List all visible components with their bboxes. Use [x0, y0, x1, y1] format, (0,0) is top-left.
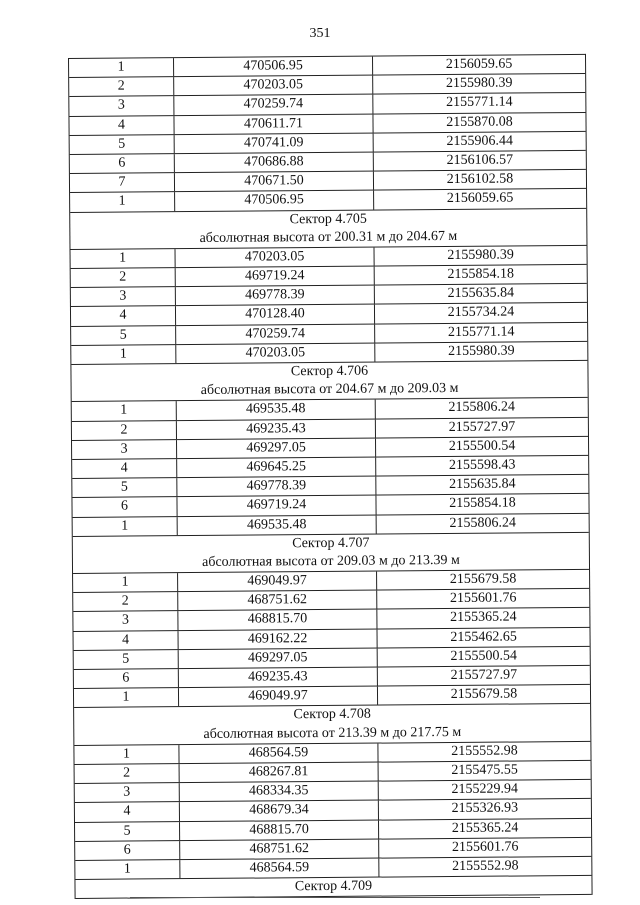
x-coordinate: 469235.43: [179, 668, 378, 688]
point-number: 1: [71, 249, 176, 268]
altitude-range: абсолютная высота от 213.39 м до 217.75 м: [74, 722, 590, 745]
x-coordinate: 469645.25: [177, 458, 376, 478]
altitude-range: абсолютная высота от 200.31 м до 204.67 м: [70, 227, 586, 250]
x-coordinate: 468815.70: [180, 820, 379, 840]
x-coordinate: 468334.35: [180, 782, 379, 802]
x-coordinate: 469535.48: [178, 515, 377, 535]
x-coordinate: 469235.43: [177, 419, 376, 439]
x-coordinate: 470203.05: [174, 76, 373, 96]
y-coordinate: 2155980.39: [447, 247, 514, 263]
y-coordinate: 2155771.14: [447, 324, 515, 340]
x-coordinate: 468815.70: [178, 610, 377, 630]
point-number: 2: [73, 592, 178, 611]
y-coordinate: 2155500.54: [450, 648, 518, 664]
x-coordinate: 468564.59: [179, 743, 378, 763]
point-number: 1: [69, 58, 174, 77]
point-number: 1: [73, 517, 178, 536]
altitude-range: абсолютная высота от 209.03 м до 213.39 м: [73, 551, 589, 574]
coordinates-table: [68, 54, 593, 899]
sector-title: Сектор 4.705: [289, 211, 367, 227]
point-number: 5: [72, 478, 177, 497]
point-number: 4: [75, 802, 180, 821]
y-coordinate: 2156106.57: [446, 152, 514, 168]
y-coordinate: 2155475.55: [451, 762, 518, 778]
point-number: 5: [71, 326, 176, 345]
point-number: 6: [74, 669, 179, 688]
x-coordinate: 470506.95: [174, 57, 373, 77]
point-number: 1: [73, 573, 178, 592]
page-number: 351: [309, 26, 331, 41]
x-coordinate: 468267.81: [180, 763, 379, 783]
x-coordinate: 469778.39: [177, 477, 376, 497]
y-coordinate: 2155771.14: [446, 94, 513, 111]
x-coordinate: 469535.48: [177, 400, 376, 420]
y-coordinate: 2155734.24: [447, 304, 515, 321]
y-coordinate: 2155326.93: [451, 800, 519, 817]
x-coordinate: 470128.40: [176, 305, 375, 325]
y-coordinate: 2155601.76: [451, 839, 519, 855]
point-number: 7: [70, 173, 175, 192]
sector-title: Сектор 4.706: [290, 363, 369, 380]
point-number: 5: [75, 822, 180, 841]
altitude-range: абсолютная высота от 204.67 м до 209.03 м: [72, 379, 588, 402]
point-number: 1: [75, 860, 180, 879]
point-number: 4: [71, 307, 176, 326]
y-coordinate: 2155552.98: [452, 858, 519, 874]
x-coordinate: 470203.05: [176, 343, 375, 363]
y-coordinate: 2155679.58: [449, 571, 517, 588]
y-coordinate: 2155229.94: [451, 781, 519, 798]
point-number: 1: [72, 402, 177, 421]
x-coordinate: 469297.05: [177, 438, 376, 458]
point-number: 5: [70, 135, 175, 154]
sector-title: Сектор 4.707: [292, 535, 370, 551]
point-number: 5: [74, 650, 179, 669]
y-coordinate: 2155462.65: [450, 629, 517, 645]
y-coordinate: 2155598.43: [448, 457, 516, 473]
y-coordinate: 2155806.24: [449, 514, 516, 531]
point-number: 1: [70, 192, 175, 211]
x-coordinate: 468751.62: [180, 839, 379, 859]
x-coordinate: 469049.97: [178, 572, 377, 592]
point-number: 4: [72, 459, 177, 478]
x-coordinate: 468751.62: [178, 591, 377, 611]
point-number: 3: [73, 612, 178, 631]
y-coordinate: 2156059.65: [445, 56, 513, 73]
y-coordinate: 2155906.44: [446, 133, 513, 149]
x-coordinate: 469297.05: [179, 648, 378, 668]
y-coordinate: 2155679.58: [450, 686, 518, 703]
x-coordinate: 470671.50: [175, 172, 374, 192]
x-coordinate: 468679.34: [180, 801, 379, 821]
point-number: 3: [71, 287, 176, 306]
point-number: 6: [70, 154, 175, 173]
x-coordinate: 469719.24: [177, 496, 376, 516]
y-coordinate: 2156059.65: [446, 190, 514, 207]
x-coordinate: 469719.24: [176, 267, 375, 287]
x-coordinate: 469778.39: [176, 286, 375, 306]
y-coordinate: 2155854.18: [449, 495, 516, 512]
bottom-divider: [130, 897, 540, 898]
x-coordinate: 470506.95: [175, 191, 374, 211]
x-coordinate: 470259.74: [176, 324, 375, 344]
point-number: 1: [74, 688, 179, 707]
y-coordinate: 2155870.08: [446, 114, 513, 130]
y-coordinate: 2155635.84: [449, 476, 516, 493]
x-coordinate: 470259.74: [174, 95, 373, 115]
x-coordinate: 468564.59: [180, 858, 379, 878]
point-number: 3: [69, 97, 174, 116]
x-coordinate: 470741.09: [175, 133, 374, 153]
y-coordinate: 2156102.58: [446, 171, 514, 188]
point-number: 3: [72, 440, 177, 459]
point-number: 6: [75, 841, 180, 860]
x-coordinate: 469049.97: [179, 687, 378, 707]
y-coordinate: 2155635.84: [447, 285, 515, 302]
point-number: 3: [75, 783, 180, 802]
y-coordinate: 2155500.54: [448, 438, 516, 454]
sector-title: Сектор 4.709: [75, 876, 591, 899]
y-coordinate: 2155727.97: [448, 419, 516, 435]
sector-title: Сектор 4.708: [293, 707, 371, 723]
y-coordinate: 2155980.39: [448, 343, 515, 359]
point-number: 4: [74, 631, 179, 650]
x-coordinate: 470203.05: [176, 247, 375, 267]
point-number: 2: [71, 268, 176, 287]
y-coordinate: 2155552.98: [451, 743, 518, 759]
y-coordinate: 2155365.24: [451, 819, 519, 836]
x-coordinate: 470611.71: [174, 114, 373, 134]
point-number: 1: [74, 745, 179, 764]
y-coordinate: 2155980.39: [445, 75, 513, 92]
point-number: 1: [71, 345, 176, 364]
y-coordinate: 2155806.24: [448, 399, 516, 416]
x-coordinate: 470686.88: [175, 153, 374, 173]
y-coordinate: 2155601.76: [449, 590, 517, 607]
point-number: 2: [69, 77, 174, 96]
point-number: 2: [72, 421, 177, 440]
y-coordinate: 2155365.24: [450, 609, 517, 626]
y-coordinate: 2155854.18: [447, 266, 515, 283]
point-number: 6: [72, 497, 177, 516]
point-number: 2: [75, 764, 180, 783]
x-coordinate: 469162.22: [179, 629, 378, 649]
point-number: 4: [69, 116, 174, 135]
y-coordinate: 2155727.97: [450, 667, 518, 684]
